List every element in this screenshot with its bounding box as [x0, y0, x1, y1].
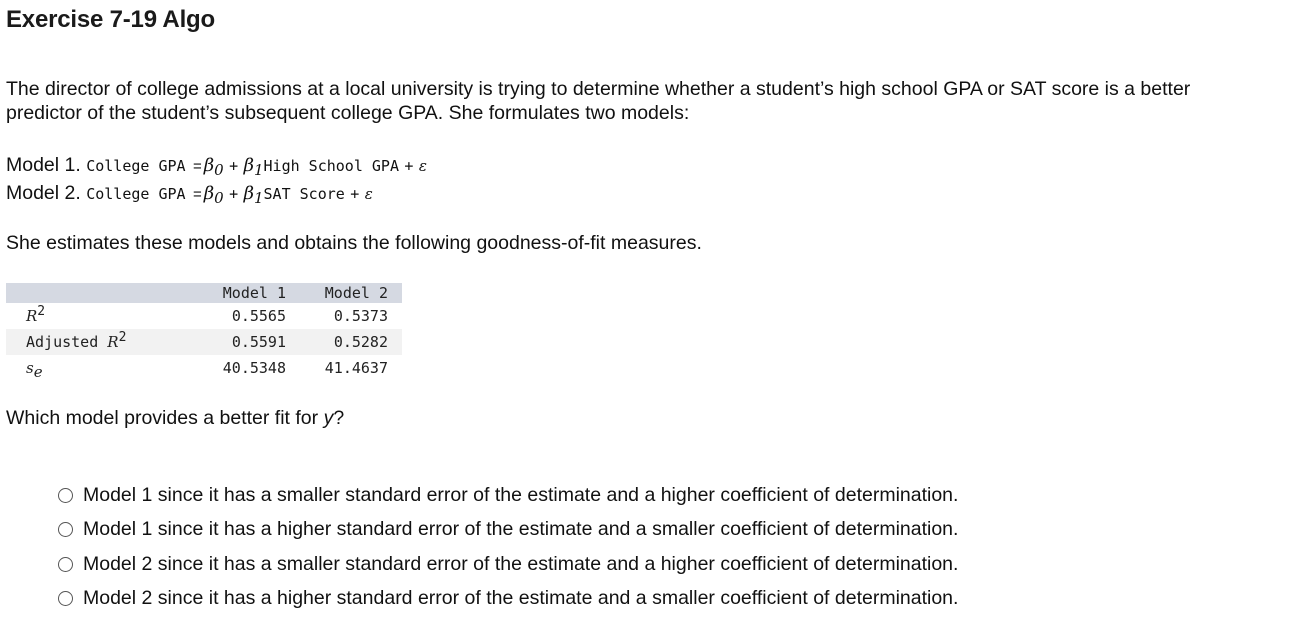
model-1-variable: High School GPA: [263, 157, 399, 175]
table-header-blank: [6, 283, 196, 303]
model-2-label: Model 2.: [6, 182, 81, 204]
goodness-of-fit-table: [6, 283, 402, 381]
model-1-line: [6, 152, 427, 180]
answer-choice-4[interactable]: [58, 582, 958, 617]
table-row-adjusted-r-squared: [6, 329, 402, 355]
subscript: e: [33, 363, 43, 381]
plus-sign: +: [229, 157, 239, 175]
standard-error-model-1: 40.5348: [222, 359, 286, 377]
adjusted-r-squared-model-1: 0.5591: [231, 333, 286, 351]
model-2-variable: SAT Score: [263, 185, 345, 203]
table-header-row: [6, 283, 402, 303]
row-label-prefix: Adjusted: [26, 333, 108, 351]
question-text: Which model provides a better fit for y?: [6, 407, 345, 429]
r-symbol: R: [26, 307, 38, 325]
answer-choice-label[interactable]: Model 1 since it has a smaller standard error of the estimate and a higher coefficient of determination.: [83, 483, 959, 506]
row-label: [6, 329, 196, 355]
answer-choice-2[interactable]: [58, 513, 958, 548]
answer-choice-label[interactable]: Model 2 since it has a higher standard error of the estimate and a smaller coefficient of determination.: [83, 587, 959, 610]
intro-paragraph: The director of college admissions at a local university is trying to determine whether a student’s high school GPA or SAT score is a better predictor of the student’s subsequent college GPA. She formulates two models:: [6, 78, 1191, 124]
answer-choice-label[interactable]: Model 1 since it has a higher standard error of the estimate and a smaller coefficient of determination.: [83, 518, 959, 541]
standard-error-model-2: 41.4637: [324, 359, 388, 377]
beta0-subscript: 0: [214, 161, 224, 179]
model-definitions: [6, 152, 427, 208]
equals-sign: =: [192, 158, 202, 175]
beta0-symbol: β: [203, 155, 215, 176]
estimates-sentence: She estimates these models and obtains the following goodness-of-fit measures.: [6, 232, 702, 254]
beta0-subscript: 0: [214, 189, 224, 207]
adjusted-r-squared-model-2: 0.5282: [333, 333, 388, 351]
plus-sign: +: [404, 157, 414, 175]
table-row-r-squared: [6, 303, 402, 329]
epsilon-symbol: ε: [364, 185, 373, 203]
model-2-line: [6, 180, 427, 208]
beta1-symbol: β: [243, 183, 254, 204]
answer-choice-label[interactable]: Model 2 since it has a smaller standard error of the estimate and a higher coefficient of determination.: [83, 552, 959, 575]
r-squared-model-1: 0.5565: [231, 307, 286, 325]
model-1-label: Model 1.: [6, 154, 81, 176]
row-label: [6, 355, 196, 381]
r-squared-model-2: 0.5373: [333, 307, 388, 325]
table-header-model-2: Model 2: [324, 284, 388, 302]
radio-button[interactable]: [58, 522, 73, 537]
plus-sign: +: [229, 185, 239, 203]
radio-button[interactable]: [58, 557, 73, 572]
table-row-standard-error: [6, 355, 402, 381]
answer-choice-3[interactable]: [58, 547, 958, 582]
plus-sign: +: [350, 185, 360, 203]
beta1-subscript: 1: [253, 189, 264, 207]
question-variable: y: [323, 407, 334, 429]
exercise-title: Exercise 7-19 Algo: [6, 6, 215, 33]
answer-choices: [58, 478, 958, 616]
row-label: [6, 303, 196, 329]
model-1-lhs: College GPA: [86, 157, 186, 175]
equals-sign: =: [192, 186, 202, 203]
radio-button[interactable]: [58, 488, 73, 503]
beta0-symbol: β: [203, 183, 215, 204]
superscript: 2: [118, 330, 127, 345]
superscript: 2: [37, 304, 46, 319]
beta1-subscript: 1: [253, 161, 264, 179]
epsilon-symbol: ε: [418, 157, 427, 175]
answer-choice-1[interactable]: [58, 478, 958, 513]
beta1-symbol: β: [243, 155, 254, 176]
model-2-lhs: College GPA: [86, 185, 186, 203]
radio-button[interactable]: [58, 591, 73, 606]
s-symbol: s: [26, 359, 34, 377]
table-header-model-1: Model 1: [222, 284, 286, 302]
r-symbol: R: [107, 333, 119, 351]
